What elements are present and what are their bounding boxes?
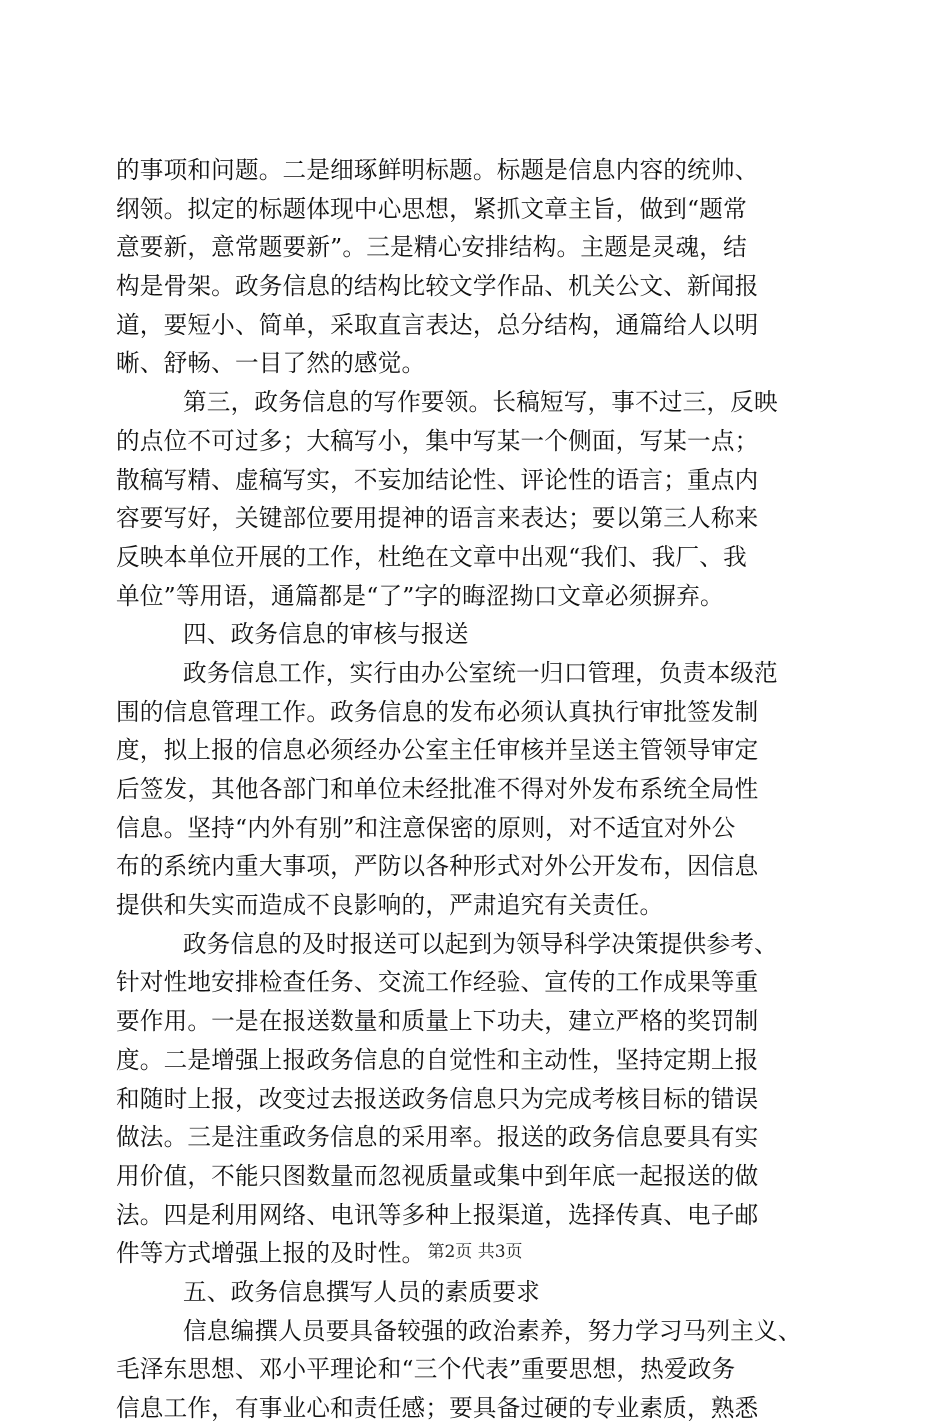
text-line: 的事项和问题。二是细琢鲜明标题。标题是信息内容的统帅、 — [116, 156, 759, 184]
text-line: 件等方式增强上报的及时性。 — [116, 1239, 426, 1268]
text-line: 意要新，意常题要新”。三是精心安排结构。主题是灵魂，结 — [116, 233, 747, 262]
text-line: 毛泽东思想、邓小平理论和“三个代表”重要思想，热爱政务 — [116, 1355, 736, 1384]
text-line: 针对性地安排检查任务、交流工作经验、宣传的工作成果等重 — [116, 968, 759, 997]
text-line: 单位”等用语，通篇都是“了”字的晦涩拗口文章必须摒弃。 — [116, 581, 724, 610]
text-line: 法。四是利用网络、电讯等多种上报渠道，选择传真、电子邮 — [116, 1200, 759, 1229]
text-line: 做法。三是注重政务信息的采用率。报送的政务信息要具有实 — [116, 1123, 759, 1152]
text-line: 晰、舒畅、一目了然的感觉。 — [116, 349, 426, 378]
text-line: 政务信息工作，实行由办公室统一归口管理，负责本级范 — [183, 658, 778, 687]
text-line: 政务信息的及时报送可以起到为领导科学决策提供参考、 — [183, 929, 778, 958]
text-line: 纲领。拟定的标题体现中心思想，紧抓文章主旨，做到“题常 — [116, 194, 747, 223]
text-line: 要作用。一是在报送数量和质量上下功夫，建立严格的奖罚制 — [116, 1007, 759, 1036]
text-line: 围的信息管理工作。政务信息的发布必须认真执行审批签发制 — [116, 697, 759, 726]
text-line: 容要写好，关键部位要用提神的语言来表达；要以第三人称来 — [116, 504, 759, 533]
text-line: 道，要短小、简单，采取直言表达，总分结构，通篇给人以明 — [116, 310, 759, 339]
text-line: 四、政务信息的审核与报送 — [183, 620, 469, 649]
text-line: 用价值，不能只图数量而忽视质量或集中到年底一起报送的做 — [116, 1161, 759, 1190]
text-line: 布的系统内重大事项，严防以各种形式对外公开发布，因信息 — [116, 852, 759, 881]
text-line: 反映本单位开展的工作，杜绝在文章中出观“我们、我厂、我 — [116, 542, 747, 571]
text-line: 信息工作，有事业心和责任感；要具备过硬的专业素质，熟悉 — [116, 1394, 759, 1422]
text-line: 第三，政务信息的写作要领。长稿短写，事不过三，反映 — [183, 388, 778, 417]
text-line: 和随时上报，改变过去报送政务信息只为完成考核目标的错误 — [116, 1084, 759, 1113]
text-line: 后签发，其他各部门和单位未经批准不得对外发布系统全局性 — [116, 775, 759, 803]
text-line: 的点位不可过多；大稿写小，集中写某一个侧面，写某一点； — [116, 426, 759, 455]
text-line: 信息编撰人员要具备较强的政治素养，努力学习马列主义、 — [183, 1316, 802, 1345]
text-line: 信息。坚持“内外有别”和注意保密的原则，对不适宜对外公 — [116, 813, 736, 842]
text-line: 提供和失实而造成不良影响的，严肃追究有关责任。 — [116, 891, 664, 920]
text-line: 构是骨架。政务信息的结构比较文学作品、机关公文、新闻报 — [116, 272, 759, 301]
text-line: 五、政务信息撰写人员的素质要求 — [183, 1277, 540, 1306]
text-line: 散稿写精、虚稿写实，不妄加结论性、评论性的语言；重点内 — [116, 465, 759, 494]
text-line: 度，拟上报的信息必须经办公室主任审核并呈送主管领导审定 — [116, 736, 759, 765]
page-footer: 第2页 共3页 — [427, 1242, 523, 1262]
text-line: 度。二是增强上报政务信息的自觉性和主动性，坚持定期上报 — [116, 1045, 759, 1074]
document-body — [116, 151, 836, 1428]
